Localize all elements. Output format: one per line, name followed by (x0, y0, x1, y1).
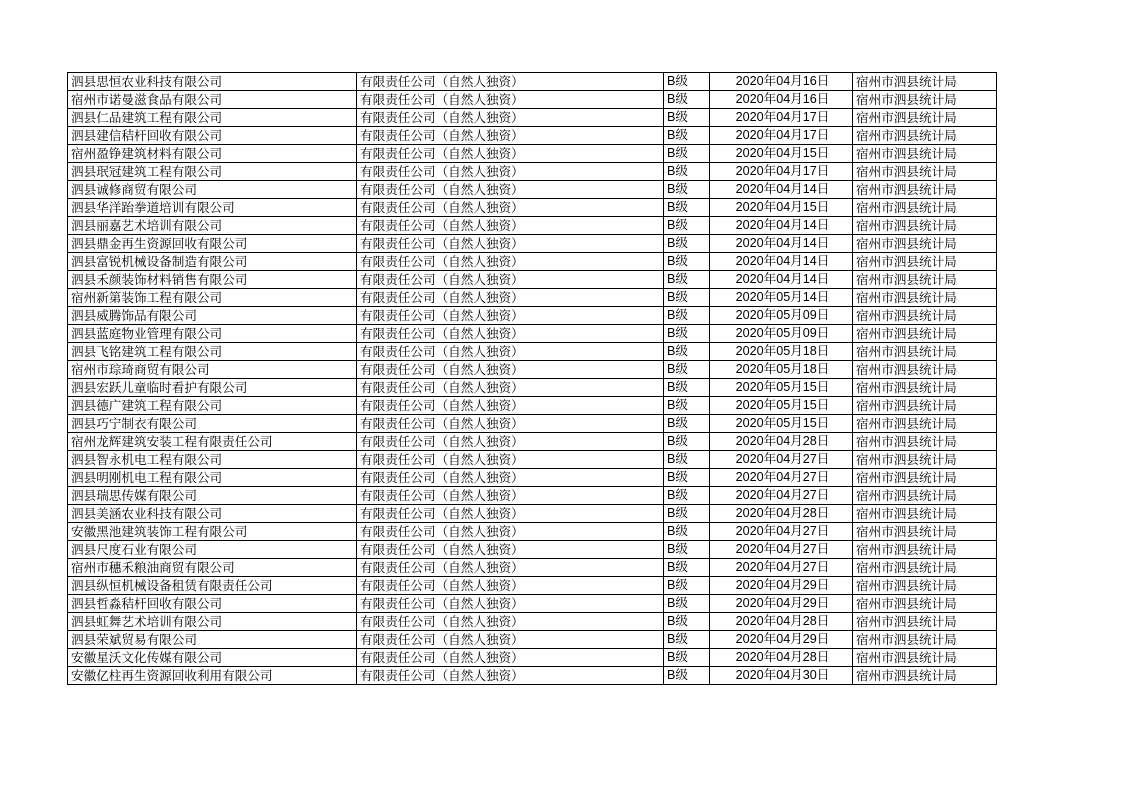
rating-date-cell: 2020年04月27日 (710, 451, 853, 469)
credit-grade-cell: B级 (664, 253, 710, 271)
rating-date-cell: 2020年04月14日 (710, 235, 853, 253)
company-name-cell: 泗县禾颜装饰材料销售有限公司 (68, 271, 357, 289)
credit-grade-cell: B级 (664, 361, 710, 379)
rating-date-cell: 2020年04月27日 (710, 469, 853, 487)
table-row (68, 271, 997, 289)
rating-date-cell: 2020年04月14日 (710, 217, 853, 235)
credit-grade-cell: B级 (664, 649, 710, 667)
table-row (68, 415, 997, 433)
credit-grade-cell: B级 (664, 91, 710, 109)
company-type-cell: 有限责任公司（自然人独资） (357, 505, 664, 523)
company-type-cell: 有限责任公司（自然人独资） (357, 595, 664, 613)
authority-cell: 宿州市泗县统计局 (853, 523, 997, 541)
authority-cell: 宿州市泗县统计局 (853, 127, 997, 145)
company-name-cell: 泗县建信秸杆回收有限公司 (68, 127, 357, 145)
credit-grade-cell: B级 (664, 289, 710, 307)
company-type-cell: 有限责任公司（自然人独资） (357, 109, 664, 127)
table-row (68, 595, 997, 613)
rating-date-cell: 2020年05月15日 (710, 415, 853, 433)
company-type-cell: 有限责任公司（自然人独资） (357, 523, 664, 541)
table-row (68, 199, 997, 217)
company-name-cell: 泗县尺度石业有限公司 (68, 541, 357, 559)
rating-date-cell: 2020年04月29日 (710, 577, 853, 595)
rating-date-cell: 2020年05月15日 (710, 379, 853, 397)
table-row (68, 559, 997, 577)
company-name-cell: 泗县虹舞艺术培训有限公司 (68, 613, 357, 631)
table-row (68, 343, 997, 361)
company-type-cell: 有限责任公司（自然人独资） (357, 199, 664, 217)
company-type-cell: 有限责任公司（自然人独资） (357, 649, 664, 667)
table-row (68, 577, 997, 595)
company-name-cell: 泗县智永机电工程有限公司 (68, 451, 357, 469)
rating-date-cell: 2020年04月28日 (710, 613, 853, 631)
company-type-cell: 有限责任公司（自然人独资） (357, 289, 664, 307)
company-name-cell: 宿州新第装饰工程有限公司 (68, 289, 357, 307)
rating-date-cell: 2020年04月14日 (710, 181, 853, 199)
authority-cell: 宿州市泗县统计局 (853, 397, 997, 415)
authority-cell: 宿州市泗县统计局 (853, 667, 997, 685)
table-row (68, 541, 997, 559)
authority-cell: 宿州市泗县统计局 (853, 343, 997, 361)
rating-date-cell: 2020年04月29日 (710, 631, 853, 649)
company-name-cell: 泗县巧宁制衣有限公司 (68, 415, 357, 433)
table-row (68, 451, 997, 469)
authority-cell: 宿州市泗县统计局 (853, 199, 997, 217)
rating-date-cell: 2020年04月14日 (710, 253, 853, 271)
company-type-cell: 有限责任公司（自然人独资） (357, 379, 664, 397)
company-name-cell: 泗县思恒农业科技有限公司 (68, 73, 357, 91)
rating-date-cell: 2020年05月18日 (710, 361, 853, 379)
authority-cell: 宿州市泗县统计局 (853, 415, 997, 433)
company-type-cell: 有限责任公司（自然人独资） (357, 487, 664, 505)
table-row (68, 91, 997, 109)
table-row (68, 649, 997, 667)
credit-grade-cell: B级 (664, 433, 710, 451)
company-name-cell: 宿州市诺曼滋食品有限公司 (68, 91, 357, 109)
company-name-cell: 宿州盈铮建筑材料有限公司 (68, 145, 357, 163)
authority-cell: 宿州市泗县统计局 (853, 379, 997, 397)
company-type-cell: 有限责任公司（自然人独资） (357, 343, 664, 361)
company-type-cell: 有限责任公司（自然人独资） (357, 613, 664, 631)
rating-date-cell: 2020年04月30日 (710, 667, 853, 685)
credit-grade-cell: B级 (664, 523, 710, 541)
credit-grade-cell: B级 (664, 505, 710, 523)
company-name-cell: 泗县瑞思传媒有限公司 (68, 487, 357, 505)
table-row (68, 379, 997, 397)
company-name-cell: 安徽星沃文化传媒有限公司 (68, 649, 357, 667)
rating-date-cell: 2020年05月15日 (710, 397, 853, 415)
authority-cell: 宿州市泗县统计局 (853, 451, 997, 469)
authority-cell: 宿州市泗县统计局 (853, 145, 997, 163)
company-name-cell: 泗县明刚机电工程有限公司 (68, 469, 357, 487)
table-row (68, 235, 997, 253)
company-type-cell: 有限责任公司（自然人独资） (357, 145, 664, 163)
credit-grade-cell: B级 (664, 217, 710, 235)
rating-date-cell: 2020年04月17日 (710, 109, 853, 127)
authority-cell: 宿州市泗县统计局 (853, 163, 997, 181)
credit-grade-cell: B级 (664, 487, 710, 505)
rating-date-cell: 2020年05月14日 (710, 289, 853, 307)
credit-grade-cell: B级 (664, 109, 710, 127)
company-type-cell: 有限责任公司（自然人独资） (357, 631, 664, 649)
table-row (68, 163, 997, 181)
credit-grade-cell: B级 (664, 181, 710, 199)
credit-grade-cell: B级 (664, 145, 710, 163)
rating-date-cell: 2020年05月09日 (710, 307, 853, 325)
authority-cell: 宿州市泗县统计局 (853, 181, 997, 199)
rating-date-cell: 2020年04月16日 (710, 73, 853, 91)
credit-grade-cell: B级 (664, 199, 710, 217)
company-type-cell: 有限责任公司（自然人独资） (357, 325, 664, 343)
company-type-cell: 有限责任公司（自然人独资） (357, 253, 664, 271)
company-type-cell: 有限责任公司（自然人独资） (357, 469, 664, 487)
table-row (68, 217, 997, 235)
authority-cell: 宿州市泗县统计局 (853, 73, 997, 91)
company-type-cell: 有限责任公司（自然人独资） (357, 127, 664, 145)
credit-grade-cell: B级 (664, 541, 710, 559)
rating-date-cell: 2020年05月09日 (710, 325, 853, 343)
table-row (68, 469, 997, 487)
credit-grade-cell: B级 (664, 235, 710, 253)
company-name-cell: 泗县仁品建筑工程有限公司 (68, 109, 357, 127)
company-name-cell: 泗县珉冠建筑工程有限公司 (68, 163, 357, 181)
rating-date-cell: 2020年04月28日 (710, 433, 853, 451)
company-type-cell: 有限责任公司（自然人独资） (357, 91, 664, 109)
company-name-cell: 泗县荣斌贸易有限公司 (68, 631, 357, 649)
company-name-cell: 泗县飞铭建筑工程有限公司 (68, 343, 357, 361)
table-row (68, 433, 997, 451)
company-credit-table (67, 72, 997, 685)
authority-cell: 宿州市泗县统计局 (853, 649, 997, 667)
company-type-cell: 有限责任公司（自然人独资） (357, 415, 664, 433)
rating-date-cell: 2020年04月14日 (710, 271, 853, 289)
company-type-cell: 有限责任公司（自然人独资） (357, 307, 664, 325)
credit-grade-cell: B级 (664, 667, 710, 685)
rating-date-cell: 2020年04月29日 (710, 595, 853, 613)
authority-cell: 宿州市泗县统计局 (853, 631, 997, 649)
credit-grade-cell: B级 (664, 73, 710, 91)
authority-cell: 宿州市泗县统计局 (853, 235, 997, 253)
table-row (68, 109, 997, 127)
authority-cell: 宿州市泗县统计局 (853, 91, 997, 109)
table-row (68, 289, 997, 307)
table-row (68, 397, 997, 415)
company-type-cell: 有限责任公司（自然人独资） (357, 235, 664, 253)
company-name-cell: 泗县宏跃儿童临时看护有限公司 (68, 379, 357, 397)
rating-date-cell: 2020年04月16日 (710, 91, 853, 109)
rating-date-cell: 2020年04月17日 (710, 127, 853, 145)
authority-cell: 宿州市泗县统计局 (853, 595, 997, 613)
table-row (68, 73, 997, 91)
table-row (68, 325, 997, 343)
rating-date-cell: 2020年04月27日 (710, 541, 853, 559)
company-name-cell: 宿州龙辉建筑安装工程有限责任公司 (68, 433, 357, 451)
credit-grade-cell: B级 (664, 307, 710, 325)
authority-cell: 宿州市泗县统计局 (853, 613, 997, 631)
credit-grade-cell: B级 (664, 577, 710, 595)
credit-grade-cell: B级 (664, 451, 710, 469)
company-name-cell: 泗县富锐机械设备制造有限公司 (68, 253, 357, 271)
authority-cell: 宿州市泗县统计局 (853, 361, 997, 379)
table-row (68, 613, 997, 631)
company-type-cell: 有限责任公司（自然人独资） (357, 163, 664, 181)
company-type-cell: 有限责任公司（自然人独资） (357, 73, 664, 91)
table-row (68, 181, 997, 199)
credit-grade-cell: B级 (664, 415, 710, 433)
company-name-cell: 泗县威腾饰品有限公司 (68, 307, 357, 325)
credit-grade-cell: B级 (664, 343, 710, 361)
company-name-cell: 泗县丽嘉艺术培训有限公司 (68, 217, 357, 235)
table-row (68, 307, 997, 325)
credit-grade-cell: B级 (664, 559, 710, 577)
credit-grade-cell: B级 (664, 163, 710, 181)
company-type-cell: 有限责任公司（自然人独资） (357, 397, 664, 415)
rating-date-cell: 2020年04月27日 (710, 559, 853, 577)
authority-cell: 宿州市泗县统计局 (853, 487, 997, 505)
table-row (68, 523, 997, 541)
credit-grade-cell: B级 (664, 595, 710, 613)
credit-grade-cell: B级 (664, 613, 710, 631)
company-name-cell: 宿州市琮琦商贸有限公司 (68, 361, 357, 379)
authority-cell: 宿州市泗县统计局 (853, 289, 997, 307)
rating-date-cell: 2020年05月18日 (710, 343, 853, 361)
company-name-cell: 泗县德广建筑工程有限公司 (68, 397, 357, 415)
authority-cell: 宿州市泗县统计局 (853, 253, 997, 271)
company-type-cell: 有限责任公司（自然人独资） (357, 217, 664, 235)
authority-cell: 宿州市泗县统计局 (853, 505, 997, 523)
authority-cell: 宿州市泗县统计局 (853, 109, 997, 127)
authority-cell: 宿州市泗县统计局 (853, 325, 997, 343)
credit-grade-cell: B级 (664, 379, 710, 397)
authority-cell: 宿州市泗县统计局 (853, 469, 997, 487)
company-name-cell: 泗县华洋跆拳道培训有限公司 (68, 199, 357, 217)
company-type-cell: 有限责任公司（自然人独资） (357, 271, 664, 289)
authority-cell: 宿州市泗县统计局 (853, 559, 997, 577)
credit-grade-cell: B级 (664, 127, 710, 145)
table-row (68, 505, 997, 523)
company-name-cell: 泗县美涵农业科技有限公司 (68, 505, 357, 523)
authority-cell: 宿州市泗县统计局 (853, 271, 997, 289)
company-type-cell: 有限责任公司（自然人独资） (357, 361, 664, 379)
company-name-cell: 安徽黑池建筑装饰工程有限公司 (68, 523, 357, 541)
company-name-cell: 泗县纵恒机械设备租赁有限责任公司 (68, 577, 357, 595)
company-type-cell: 有限责任公司（自然人独资） (357, 577, 664, 595)
credit-grade-cell: B级 (664, 397, 710, 415)
rating-date-cell: 2020年04月27日 (710, 487, 853, 505)
table-row (68, 667, 997, 685)
company-type-cell: 有限责任公司（自然人独资） (357, 451, 664, 469)
rating-date-cell: 2020年04月28日 (710, 505, 853, 523)
company-name-cell: 安徽亿柱再生资源回收利用有限公司 (68, 667, 357, 685)
company-name-cell: 泗县哲淼秸杆回收有限公司 (68, 595, 357, 613)
rating-date-cell: 2020年04月15日 (710, 145, 853, 163)
rating-date-cell: 2020年04月17日 (710, 163, 853, 181)
company-name-cell: 泗县鼎金再生资源回收有限公司 (68, 235, 357, 253)
credit-grade-cell: B级 (664, 325, 710, 343)
table-row (68, 361, 997, 379)
authority-cell: 宿州市泗县统计局 (853, 541, 997, 559)
rating-date-cell: 2020年04月28日 (710, 649, 853, 667)
authority-cell: 宿州市泗县统计局 (853, 307, 997, 325)
table-row (68, 253, 997, 271)
company-type-cell: 有限责任公司（自然人独资） (357, 181, 664, 199)
table-row (68, 631, 997, 649)
credit-grade-cell: B级 (664, 469, 710, 487)
table-body (68, 73, 997, 685)
rating-date-cell: 2020年04月27日 (710, 523, 853, 541)
table-row (68, 127, 997, 145)
rating-date-cell: 2020年04月15日 (710, 199, 853, 217)
authority-cell: 宿州市泗县统计局 (853, 217, 997, 235)
authority-cell: 宿州市泗县统计局 (853, 577, 997, 595)
credit-grade-cell: B级 (664, 271, 710, 289)
company-name-cell: 泗县诚修商贸有限公司 (68, 181, 357, 199)
table-row (68, 487, 997, 505)
company-name-cell: 泗县蓝庭物业管理有限公司 (68, 325, 357, 343)
company-type-cell: 有限责任公司（自然人独资） (357, 433, 664, 451)
company-type-cell: 有限责任公司（自然人独资） (357, 541, 664, 559)
company-type-cell: 有限责任公司（自然人独资） (357, 559, 664, 577)
company-name-cell: 宿州市穗禾粮油商贸有限公司 (68, 559, 357, 577)
company-type-cell: 有限责任公司（自然人独资） (357, 667, 664, 685)
table-row (68, 145, 997, 163)
authority-cell: 宿州市泗县统计局 (853, 433, 997, 451)
credit-grade-cell: B级 (664, 631, 710, 649)
